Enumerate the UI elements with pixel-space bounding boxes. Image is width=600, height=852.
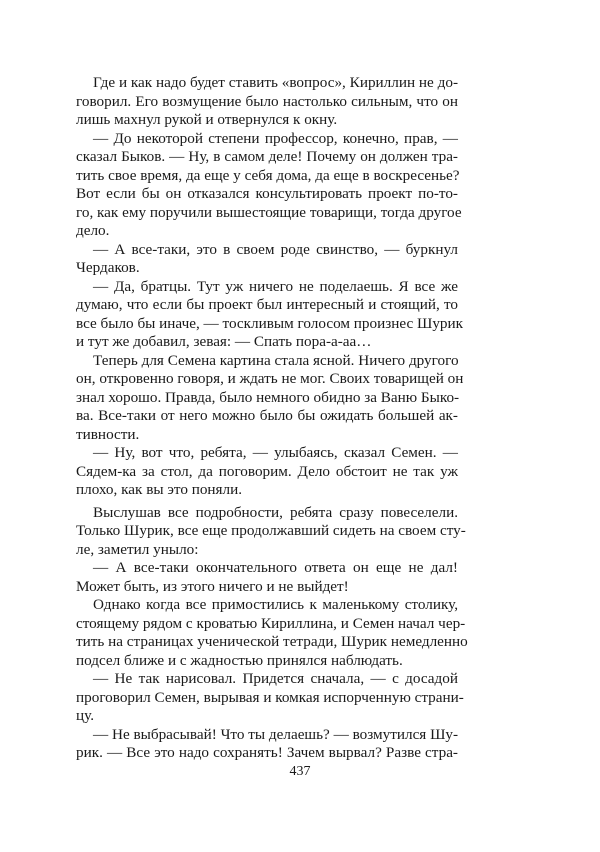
text-line: ле, заметил уныло: xyxy=(76,540,199,558)
text-line: тивности. xyxy=(76,425,140,443)
text-line: ва. Все-таки от него можно было бы ожидать большей ак- xyxy=(76,407,458,424)
text-line: дело. xyxy=(76,222,110,239)
text-line: — Да, братцы. Тут уж ничего не поделаешь. Я все же xyxy=(93,277,458,295)
text-line: сказал Быков. — Ну, в самом деле! Почему он должен тра- xyxy=(76,148,458,165)
text-line: — А все-таки окончательного ответа он еще не дал! xyxy=(93,559,458,576)
text-line: цу. xyxy=(76,707,94,724)
text-line: Может быть, из этого ничего и не выйдет! xyxy=(76,577,349,595)
text-line: тить свое время, да еще у себя дома, да еще в воскресенье? xyxy=(76,166,460,184)
text-line: Теперь для Семена картина стала ясной. Ничего другого xyxy=(93,351,459,369)
text-line: все было бы иначе, — тоскливым голосом произнес Шурик xyxy=(76,314,464,332)
text-line: Выслушав все подробности, ребята сразу повеселели. xyxy=(93,503,458,521)
text-line: рик. — Все это надо сохранять! Зачем вырвал? Разве стра- xyxy=(76,744,458,761)
text-line: Где и как надо будет ставить «вопрос», Кириллин не до- xyxy=(93,74,458,91)
text-line: говорил. Его возмущение было настолько сильным, что он xyxy=(76,92,458,110)
text-line: — Не выбрасывай! Что ты делаешь? — возмутился Шу- xyxy=(93,725,459,743)
text-line: знал хорошо. Правда, было немного обидно за Ваню Быко- xyxy=(76,388,460,406)
text-line: лишь махнул рукой и отвернулся к окну. xyxy=(76,111,338,128)
text-line: — Ну, вот что, ребята, — улыбаясь, сказал Семен. — xyxy=(93,444,458,461)
text-line: Только Шурик, все еще продолжавший сидеть на своем сту- xyxy=(76,522,466,539)
text-line: Чердаков. xyxy=(76,259,140,276)
text-line: — А все-таки, это в своем роде свинство, — буркнул xyxy=(93,240,458,258)
text-line: го, как ему поручили вышестоящие товарищи, тогда другое xyxy=(76,203,462,221)
text-line: Вот если бы он отказался консультировать проект по-то- xyxy=(76,185,458,202)
text-line: стоящему рядом с кроватью Кириллина, и Семен начал чер- xyxy=(76,614,466,632)
text-line: подсел ближе и с жадностью принялся наблюдать. xyxy=(76,651,403,669)
text-line: проговорил Семен, вырывая и комкая испорченную страни- xyxy=(76,688,464,706)
text-line: Сядем-ка за стол, да поговорим. Дело обстоит не так уж xyxy=(76,462,458,480)
text-line: тить на страницах ученической тетради, Шурик немедленно xyxy=(76,633,468,650)
text-line: — Не так нарисовал. Придется сначала, — с досадой xyxy=(93,670,458,687)
text-line: Однако когда все примостились к маленькому столику, xyxy=(93,596,458,613)
text-line: и тут же добавил, зевая: — Спать пора-а-аа… xyxy=(76,333,372,350)
text-line: плохо, как вы это поняли. xyxy=(76,481,243,498)
text-line: он, откровенно говоря, и ждать не мог. Своих товарищей он xyxy=(76,370,464,387)
page-number: 437 xyxy=(289,764,311,779)
body-text xyxy=(76,74,468,763)
text-line: думаю, что если бы проект был интересный и стоящий, то xyxy=(76,296,458,313)
text-line: — До некоторой степени профессор, конечно, прав, — xyxy=(93,129,458,147)
